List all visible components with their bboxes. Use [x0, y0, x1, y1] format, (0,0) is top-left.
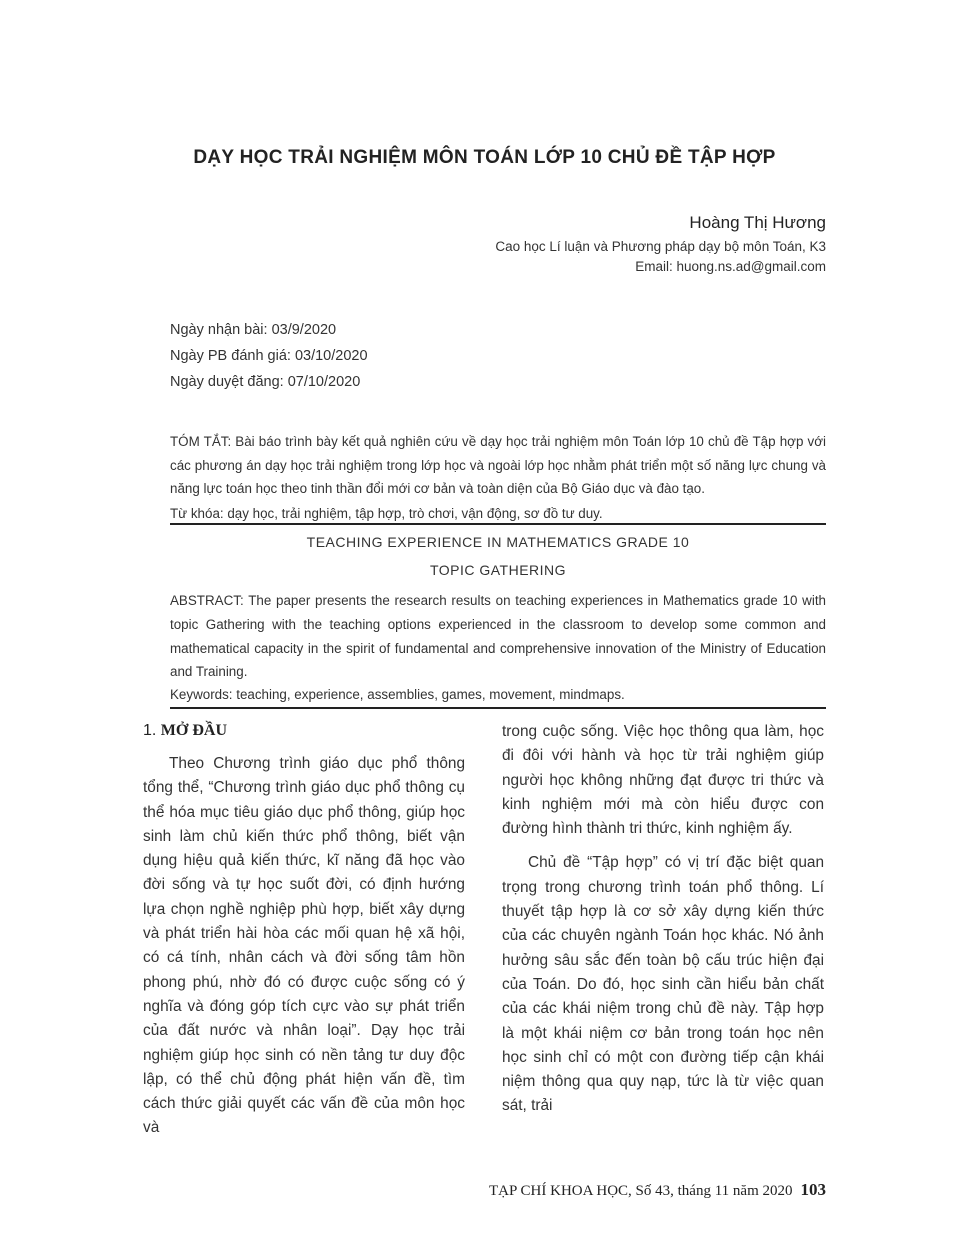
abstract-english — [170, 589, 826, 684]
page-footer — [489, 1180, 826, 1200]
keywords-english — [170, 687, 826, 702]
body-paragraph: trong cuộc sống. Việc học thông qua làm, học đi đôi với hành và học từ trải nghiệm giúp người học không những đạt được tri thức và kinh nghiệm mới mà còn hiểu được con đường hình thành tri thức, kinh nghiệm ấy. — [502, 723, 824, 838]
author-email: Email: huong.ns.ad@gmail.com — [635, 259, 826, 274]
paper-title: DẠY HỌC TRẢI NGHIỆM MÔN TOÁN LỚP 10 CHỦ ĐỀ TẬP HỢP — [193, 147, 776, 168]
keywords-vn-label: Từ khóa: — [170, 506, 224, 521]
section-heading — [143, 722, 227, 740]
body-paragraph: Theo Chương trình giáo dục phổ thông tổng thể, “Chương trình giáo dục phổ thông cụ thể hóa mục tiêu giáo dục phổ thông, giúp học sinh làm chủ kiến thức phổ thông, biết vận dụng hiệu quả kiến thức, kĩ năng đã học vào đời sống và tự học suốt đời, có định hướng lựa chọn nghề nghiệp phù hợp, biết xây dựng và phát triển hài hòa các mối quan hệ xã hội, có cá tính, nhân cách và đời sống tâm hồn phong phú, nhờ đó có được cuộc sống có ý nghĩa và đóng góp tích cực vào sự phát triển của đất nước và nhân loại”. Dạy học trải nghiệm giúp học sinh có nền tảng tư duy độc lập, có thể chủ động phát hiện vấn đề, tìm cách thức giải quyết các vấn đề của môn học và — [143, 755, 465, 1137]
body-left-column — [143, 752, 465, 1141]
section-number: 1. — [143, 722, 157, 739]
abstract-vietnamese — [170, 430, 826, 501]
english-title-line1: TEACHING EXPERIENCE IN MATHEMATICS GRADE 10 — [306, 534, 690, 550]
body-right-column — [502, 720, 824, 1119]
english-title-line2: TOPIC GATHERING — [429, 562, 567, 578]
page-number: 103 — [800, 1180, 826, 1199]
author-affiliation: Cao học Lí luận và Phương pháp dạy bộ môn Toán, K3 — [495, 239, 826, 254]
keywords-en-text: teaching, experience, assemblies, games, movement, mindmaps. — [232, 687, 625, 702]
date-reviewed: Ngày PB đánh giá: 03/10/2020 — [170, 348, 368, 364]
divider-bottom — [170, 707, 826, 709]
abstract-en-text: The paper presents the research results on teaching experiences in Mathematics grade 10 with topic Gathering with the teaching options experienced in the classroom to develop some common and mathematical capacity in the spirit of fundamental and comprehensive innovation of the Ministry of Education and Training. — [170, 593, 826, 680]
abstract-vn-text: Bài báo trình bày kết quả nghiên cứu về dạy học trải nghiệm môn Toán lớp 10 chủ đề Tập hợp với các phương án dạy học trải nghiệm trong lớp học và ngoài lớp học nhằm phát triển một số năng lực chung và năng lực toán học theo tinh thần đổi mới cơ bản và toàn diện của Bộ Giáo dục và đào tạo. — [170, 434, 826, 496]
keywords-en-label: Keywords: — [170, 687, 233, 702]
abstract-en-label: ABSTRACT: — [170, 593, 244, 608]
body-paragraph: Chủ đề “Tập hợp” có vị trí đặc biệt quan trọng trong chương trình toán phổ thông. Lí thuyết tập hợp là cơ sở xây dựng kiến thức của các chuyên ngành Toán học khác. Nó ảnh hưởng sâu sắc đến toàn bộ cấu trúc hiện đại của Toán. Do đó, học sinh cần hiểu bản chất của các khái niệm trong chủ đề này. Tập hợp là một khái niệm cơ bản trong toán học nên học sinh chỉ có một con đường tiếp cận khái niệm thông qua quy nạp, tức là từ việc quan sát, trải — [502, 854, 824, 1115]
abstract-vn-label: TÓM TẮT: — [170, 434, 232, 449]
divider-top — [170, 523, 826, 525]
journal-name: TẠP CHÍ KHOA HỌC, Số 43, tháng 11 năm 2020 — [489, 1183, 793, 1199]
keywords-vietnamese — [170, 506, 826, 521]
keywords-vn-text: dạy học, trải nghiệm, tập hợp, trò chơi, vận động, sơ đồ tư duy. — [223, 506, 603, 521]
author-name: Hoàng Thị Hương — [689, 213, 826, 232]
date-received: Ngày nhận bài: 03/9/2020 — [170, 322, 337, 338]
date-accepted: Ngày duyệt đăng: 07/10/2020 — [170, 374, 361, 390]
section-title: MỞ ĐẦU — [160, 722, 228, 739]
